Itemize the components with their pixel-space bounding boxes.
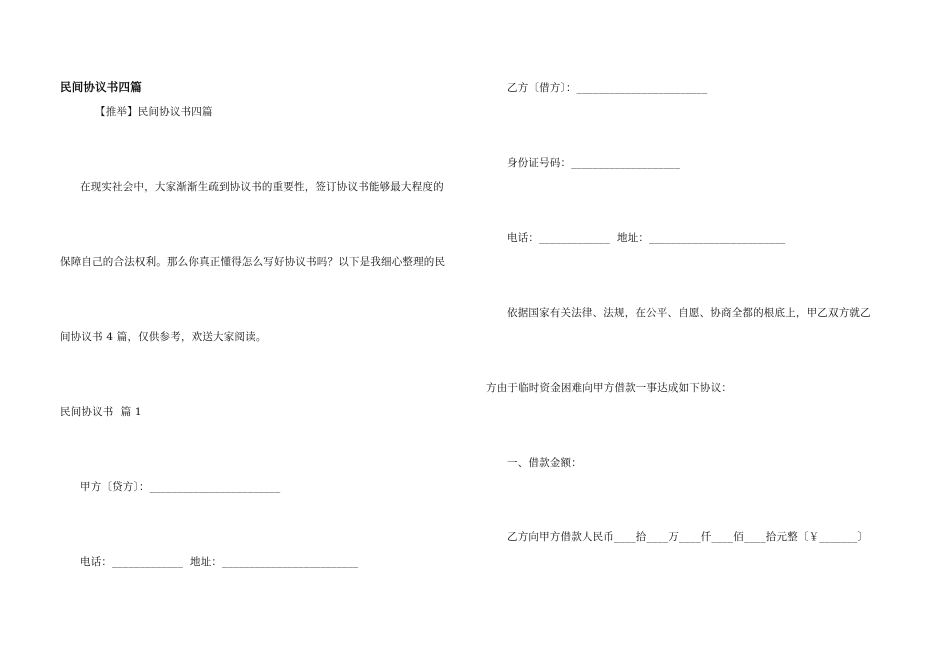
clause-heading-loan-amount: 一、借款金额： <box>507 457 582 469</box>
intro-line-3: 间协议书 4 篇，仅供参考，欢送大家阅读。 <box>60 331 267 343</box>
section-heading: 民间协议书 篇 1 <box>60 406 142 418</box>
agreement-basis-line-2: 方由于临时资金困难向甲方借款一事达成如下协议： <box>486 382 733 394</box>
id-number-field: 身份证号码：____________________ <box>507 157 681 169</box>
intro-line-2: 保障自己的合法权利。那么你真正懂得怎么写好协议书吗？以下是我细心整理的民 <box>60 256 446 268</box>
intro-line-1: 在现实社会中，大家渐渐生疏到协议书的重要性，签订协议书能够最大程度的 <box>80 181 444 193</box>
party-b-phone-address-field: 电话：_____________ 地址：_________________________ <box>507 232 786 244</box>
party-b-field: 乙方〔借方〕：________________________ <box>507 82 708 94</box>
loan-amount-field: 乙方向甲方借款人民币____拾____万____仟____佰____拾元整〔￥_______〕 <box>507 531 869 543</box>
party-a-phone-address-field: 电话：_____________ 地址：_________________________ <box>80 556 359 568</box>
document-subtitle: 【推举】民间协议书四篇 <box>95 106 213 118</box>
party-a-field: 甲方〔贷方〕：________________________ <box>80 481 281 493</box>
document-title: 民间协议书四篇 <box>60 80 142 94</box>
agreement-basis-line-1: 依据国家有关法律、法规，在公平、自愿、协商全都的根底上，甲乙双方就乙 <box>507 307 871 319</box>
